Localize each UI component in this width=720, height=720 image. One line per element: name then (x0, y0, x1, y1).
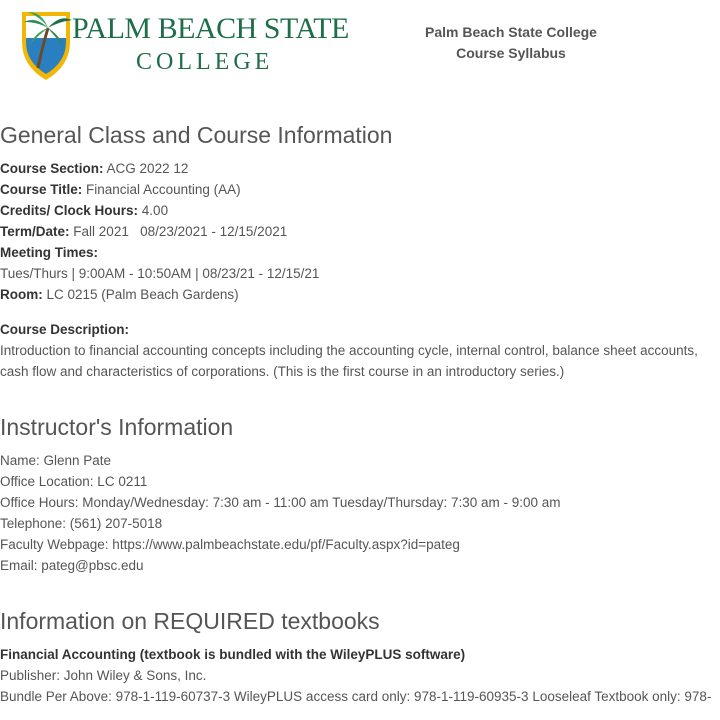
term-row: Term/Date: Fall 2021 08/23/2021 - 12/15/2021 (0, 224, 288, 239)
credits-row: Credits/ Clock Hours: 4.00 (0, 203, 169, 218)
room-row: Room: LC 0215 (Palm Beach Gardens) (0, 287, 239, 302)
document-type: Course Syllabus (456, 45, 566, 61)
instructor-heading: Instructor's Information (0, 414, 234, 440)
course-description-text: Introduction to financial accounting concepts including the accounting cycle, internal control, balance sheet accounts, cash flow and characteristics of corporations. (This is the first course in an introductory series.) (0, 343, 698, 379)
page-header (0, 0, 720, 95)
textbooks-heading: Information on REQUIRED textbooks (0, 608, 380, 634)
college-name: Palm Beach State College (425, 24, 597, 40)
textbook-publisher: Publisher: John Wiley & Sons, Inc. (0, 668, 207, 683)
meeting-times-label: Meeting Times: (0, 245, 99, 260)
meeting-times-value: Tues/Thurs | 9:00AM - 10:50AM | 08/23/21 - 12/15/21 (0, 266, 320, 281)
instructor-office: Office Location: LC 0211 (0, 474, 148, 489)
instructor-name: Name: Glenn Pate (0, 453, 112, 468)
textbook-title: Financial Accounting (textbook is bundled with the WileyPLUS software) (0, 647, 466, 662)
syllabus-header-title (398, 22, 624, 64)
instructor-section (0, 410, 720, 576)
syllabus-content (0, 118, 720, 707)
course-section-row: Course Section: ACG 2022 12 (0, 161, 189, 176)
textbooks-section (0, 604, 720, 707)
course-title-row: Course Title: Financial Accounting (AA) (0, 182, 241, 197)
course-description-label: Course Description: (0, 322, 130, 337)
college-logo (18, 8, 349, 82)
instructor-webpage[interactable]: Faculty Webpage: https://www.palmbeachstate.edu/pf/Faculty.aspx?id=pateg (0, 537, 460, 552)
palm-tree-shield-icon (18, 8, 74, 82)
textbook-isbn-line: Bundle Per Above: 978-1-119-60737-3 WileyPLUS access card only: 978-1-119-60935-3 Looseleaf Textbook only: 978- (0, 689, 712, 704)
general-info-section (0, 118, 720, 382)
instructor-telephone: Telephone: (561) 207-5018 (0, 516, 163, 531)
general-info-heading: General Class and Course Information (0, 122, 393, 148)
instructor-email[interactable]: Email: pateg@pbsc.edu (0, 558, 144, 573)
logo-text-secondary: COLLEGE (136, 49, 274, 75)
logo-text-primary: PALM BEACH STATE (72, 12, 349, 45)
instructor-office-hours: Office Hours: Monday/Wednesday: 7:30 am - 11:00 am Tuesday/Thursday: 7:30 am - 9:00 am (0, 495, 561, 510)
